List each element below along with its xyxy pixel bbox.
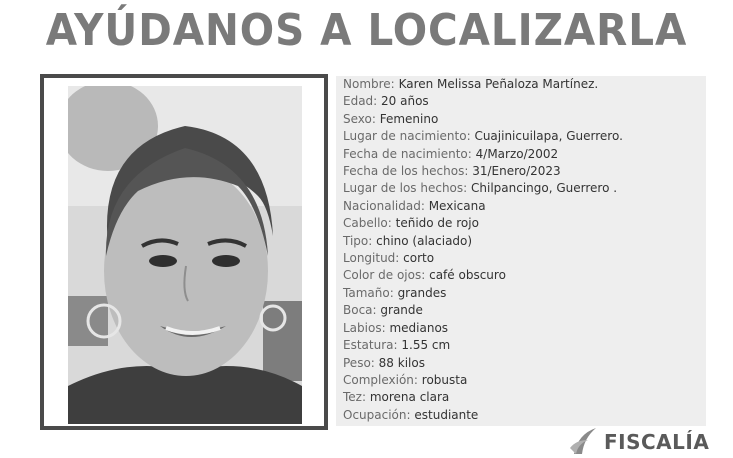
detail-label: Lugar de los hechos: [343, 181, 468, 196]
detail-value: grandes [397, 285, 447, 300]
detail-row-name [343, 76, 623, 93]
detail-row-lips [343, 320, 623, 337]
detail-value: Cuajinicuilapa, Guerrero. [474, 129, 623, 144]
detail-label: Color de ojos: [343, 268, 426, 283]
detail-row-incident-date [343, 163, 623, 180]
detail-value: grande [380, 303, 423, 318]
details-list [343, 76, 623, 424]
detail-row-hair [343, 215, 623, 232]
detail-row-age [343, 93, 623, 110]
detail-row-occupation [343, 407, 623, 424]
detail-row-height [343, 337, 623, 354]
detail-label: Complexión: [343, 372, 418, 387]
fiscalia-emblem-icon [568, 424, 602, 458]
detail-label: Cabello: [343, 216, 392, 231]
detail-value: 20 años [381, 94, 429, 109]
detail-label: Edad: [343, 94, 378, 109]
detail-value: chino (alaciado) [376, 233, 473, 248]
detail-row-incident-place [343, 180, 623, 197]
detail-label: Sexo: [343, 111, 376, 126]
detail-row-mouth [343, 302, 623, 319]
page-title: AYÚDANOS A LOCALIZARLA [45, 5, 688, 56]
detail-row-birthplace [343, 128, 623, 145]
detail-value: café obscuro [429, 268, 506, 283]
portrait-illustration [68, 86, 302, 424]
detail-label: Tez: [343, 390, 367, 405]
detail-label: Longitud: [343, 251, 400, 266]
detail-value: teñido de rojo [395, 216, 479, 231]
detail-label: Nombre: [343, 77, 395, 91]
detail-label: Peso: [343, 355, 375, 370]
detail-value: morena clara [369, 390, 450, 405]
detail-row-eye-size [343, 285, 623, 302]
detail-label: Boca: [343, 303, 377, 318]
detail-value: 1.55 cm [401, 338, 451, 353]
detail-label: Lugar de nacimiento: [343, 129, 471, 144]
detail-value: Karen Melissa Peñaloza Martínez. [398, 77, 599, 91]
detail-row-weight [343, 355, 623, 372]
detail-label: Estatura: [343, 338, 398, 353]
detail-value: 4/Marzo/2002 [475, 146, 559, 161]
detail-value: medianos [389, 320, 449, 335]
detail-value: estudiante [414, 407, 479, 422]
logo-text: FISCALÍA [604, 430, 710, 454]
detail-row-nationality [343, 198, 623, 215]
detail-value: Chilpancingo, Guerrero . [471, 181, 618, 196]
detail-label: Nacionalidad: [343, 198, 425, 213]
detail-row-birthdate [343, 146, 623, 163]
detail-label: Tamaño: [343, 285, 394, 300]
fiscalia-logo [568, 424, 728, 458]
detail-value: 31/Enero/2023 [472, 164, 561, 179]
detail-label: Labios: [343, 320, 386, 335]
detail-value: Mexicana [428, 198, 486, 213]
detail-value: Femenino [379, 111, 439, 126]
detail-label: Tipo: [343, 233, 373, 248]
detail-row-hair-length [343, 250, 623, 267]
detail-value: robusta [421, 372, 468, 387]
photo-frame [40, 74, 328, 430]
detail-label: Fecha de los hechos: [343, 164, 469, 179]
detail-row-complexion [343, 389, 623, 406]
detail-label: Ocupación: [343, 407, 411, 422]
detail-row-hair-type [343, 233, 623, 250]
detail-row-eye-color [343, 267, 623, 284]
missing-person-photo [68, 86, 302, 424]
detail-label: Fecha de nacimiento: [343, 146, 472, 161]
detail-value: corto [403, 251, 435, 266]
detail-value: 88 kilos [378, 355, 425, 370]
detail-row-sex [343, 111, 623, 128]
detail-row-build [343, 372, 623, 389]
details-panel [336, 76, 706, 426]
